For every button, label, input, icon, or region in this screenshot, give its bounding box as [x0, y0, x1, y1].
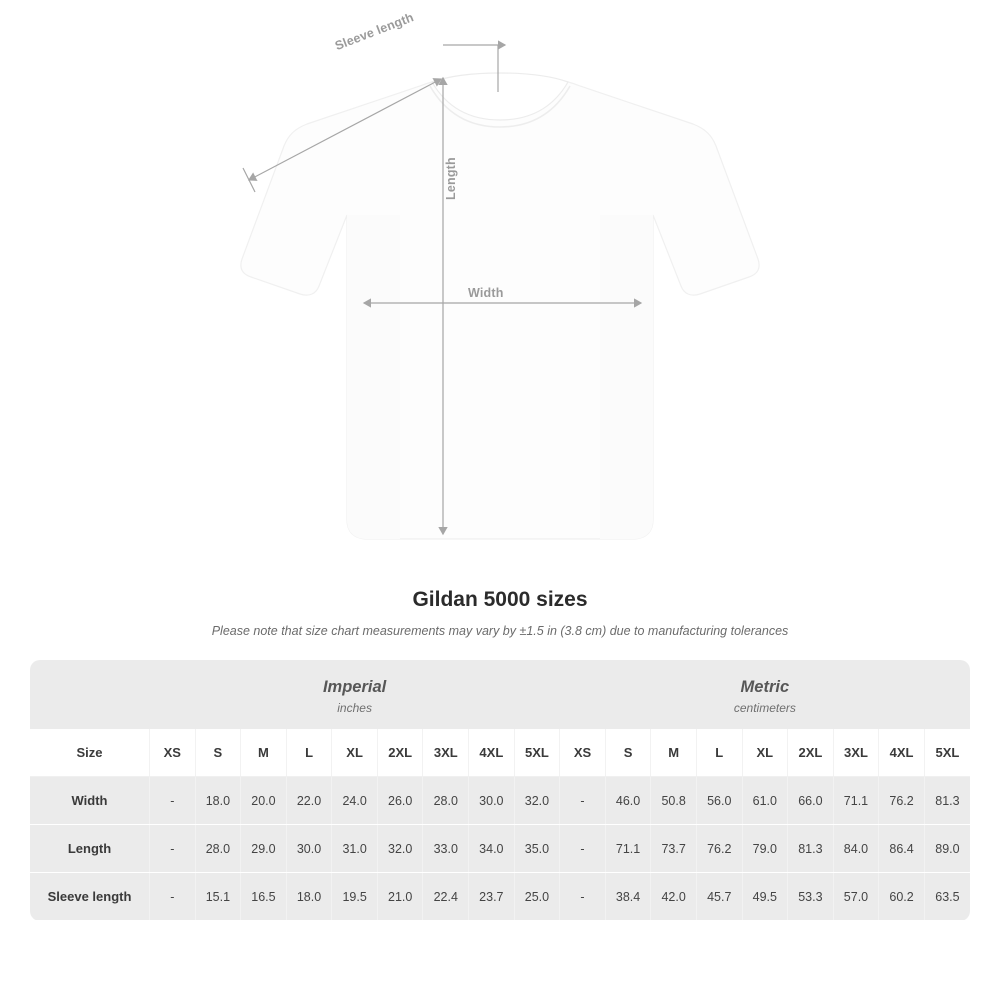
cell-sleeve-metric-s: 38.4 — [605, 873, 651, 921]
cell-width-metric-m: 50.8 — [651, 777, 697, 825]
header-imperial-m: M — [241, 729, 287, 777]
cell-sleeve-metric-5xl: 63.5 — [924, 873, 970, 921]
table-row — [30, 825, 970, 873]
cell-width-metric-3xl: 71.1 — [833, 777, 879, 825]
cell-sleeve-metric-xs: - — [560, 873, 606, 921]
cell-sleeve-metric-xl: 49.5 — [742, 873, 788, 921]
cell-width-metric-4xl: 76.2 — [879, 777, 925, 825]
cell-length-imperial-4xl: 34.0 — [469, 825, 515, 873]
cell-sleeve-imperial-xl: 19.5 — [332, 873, 378, 921]
cell-width-imperial-m: 20.0 — [241, 777, 287, 825]
cell-width-imperial-5xl: 32.0 — [514, 777, 560, 825]
table-row — [30, 873, 970, 921]
header-metric-xs: XS — [560, 729, 606, 777]
cell-sleeve-metric-2xl: 53.3 — [788, 873, 834, 921]
group-imperial-title: Imperial — [322, 678, 387, 696]
cell-width-imperial-xs: - — [150, 777, 196, 825]
cell-length-metric-5xl: 89.0 — [924, 825, 970, 873]
cell-width-imperial-l: 22.0 — [286, 777, 332, 825]
group-metric-title: Metric — [740, 678, 790, 696]
table-group-header-row — [30, 660, 970, 729]
title-block — [0, 588, 1000, 638]
header-metric-4xl: 4XL — [879, 729, 925, 777]
cell-sleeve-imperial-3xl: 22.4 — [423, 873, 469, 921]
cell-sleeve-imperial-4xl: 23.7 — [469, 873, 515, 921]
cell-length-imperial-m: 29.0 — [241, 825, 287, 873]
size-chart-table — [30, 660, 970, 921]
cell-sleeve-imperial-m: 16.5 — [241, 873, 287, 921]
annotation-length: Length — [444, 157, 458, 200]
group-imperial — [150, 660, 560, 729]
header-metric-2xl: 2XL — [788, 729, 834, 777]
annotation-width: Width — [468, 286, 504, 300]
cell-width-metric-2xl: 66.0 — [788, 777, 834, 825]
cell-sleeve-metric-l: 45.7 — [696, 873, 742, 921]
cell-length-metric-3xl: 84.0 — [833, 825, 879, 873]
cell-length-metric-2xl: 81.3 — [788, 825, 834, 873]
cell-sleeve-imperial-5xl: 25.0 — [514, 873, 560, 921]
cell-length-imperial-3xl: 33.0 — [423, 825, 469, 873]
table-row — [30, 777, 970, 825]
tolerance-note: Please note that size chart measurements may vary by ±1.5 in (3.8 cm) due to manufacturing tolerances — [211, 624, 789, 638]
cell-length-imperial-l: 30.0 — [286, 825, 332, 873]
cell-width-metric-s: 46.0 — [605, 777, 651, 825]
cell-width-metric-l: 56.0 — [696, 777, 742, 825]
cell-sleeve-metric-m: 42.0 — [651, 873, 697, 921]
cell-sleeve-metric-4xl: 60.2 — [879, 873, 925, 921]
header-metric-l: L — [696, 729, 742, 777]
cell-sleeve-imperial-2xl: 21.0 — [377, 873, 423, 921]
row-label-sleeve-length: Sleeve length — [30, 873, 150, 921]
header-imperial-s: S — [195, 729, 241, 777]
header-imperial-5xl: 5XL — [514, 729, 560, 777]
cell-width-imperial-xl: 24.0 — [332, 777, 378, 825]
group-imperial-subtitle: inches — [337, 701, 372, 716]
annotation-sleeve-length: Sleeve length — [333, 10, 416, 54]
size-table-wrapper — [30, 660, 970, 921]
header-metric-3xl: 3XL — [833, 729, 879, 777]
cell-length-metric-l: 76.2 — [696, 825, 742, 873]
cell-length-metric-xl: 79.0 — [742, 825, 788, 873]
cell-sleeve-metric-3xl: 57.0 — [833, 873, 879, 921]
cell-sleeve-imperial-l: 18.0 — [286, 873, 332, 921]
cell-length-metric-4xl: 86.4 — [879, 825, 925, 873]
cell-length-metric-xs: - — [560, 825, 606, 873]
cell-length-metric-m: 73.7 — [651, 825, 697, 873]
row-label-width: Width — [30, 777, 150, 825]
header-metric-5xl: 5XL — [924, 729, 970, 777]
row-label-length: Length — [30, 825, 150, 873]
header-imperial-4xl: 4XL — [469, 729, 515, 777]
table-header-row — [30, 729, 970, 777]
group-metric-subtitle: centimeters — [733, 701, 796, 716]
cell-width-metric-5xl: 81.3 — [924, 777, 970, 825]
header-metric-xl: XL — [742, 729, 788, 777]
cell-length-imperial-xs: - — [150, 825, 196, 873]
cell-width-imperial-3xl: 28.0 — [423, 777, 469, 825]
header-metric-m: M — [651, 729, 697, 777]
cell-length-imperial-2xl: 32.0 — [377, 825, 423, 873]
cell-length-imperial-5xl: 35.0 — [514, 825, 560, 873]
cell-width-imperial-s: 18.0 — [195, 777, 241, 825]
group-metric — [560, 660, 970, 729]
cell-width-imperial-2xl: 26.0 — [377, 777, 423, 825]
header-imperial-xl: XL — [332, 729, 378, 777]
cell-length-imperial-s: 28.0 — [195, 825, 241, 873]
group-corner-cell — [30, 660, 150, 729]
cell-length-metric-s: 71.1 — [605, 825, 651, 873]
cell-width-imperial-4xl: 30.0 — [469, 777, 515, 825]
cell-sleeve-imperial-xs: - — [150, 873, 196, 921]
header-imperial-2xl: 2XL — [377, 729, 423, 777]
header-imperial-3xl: 3XL — [423, 729, 469, 777]
header-imperial-xs: XS — [150, 729, 196, 777]
header-imperial-l: L — [286, 729, 332, 777]
cell-width-metric-xs: - — [560, 777, 606, 825]
cell-width-metric-xl: 61.0 — [742, 777, 788, 825]
cell-length-imperial-xl: 31.0 — [332, 825, 378, 873]
header-metric-s: S — [605, 729, 651, 777]
page-title: Gildan 5000 sizes — [412, 588, 588, 611]
cell-sleeve-imperial-s: 15.1 — [195, 873, 241, 921]
header-size: Size — [30, 729, 150, 777]
